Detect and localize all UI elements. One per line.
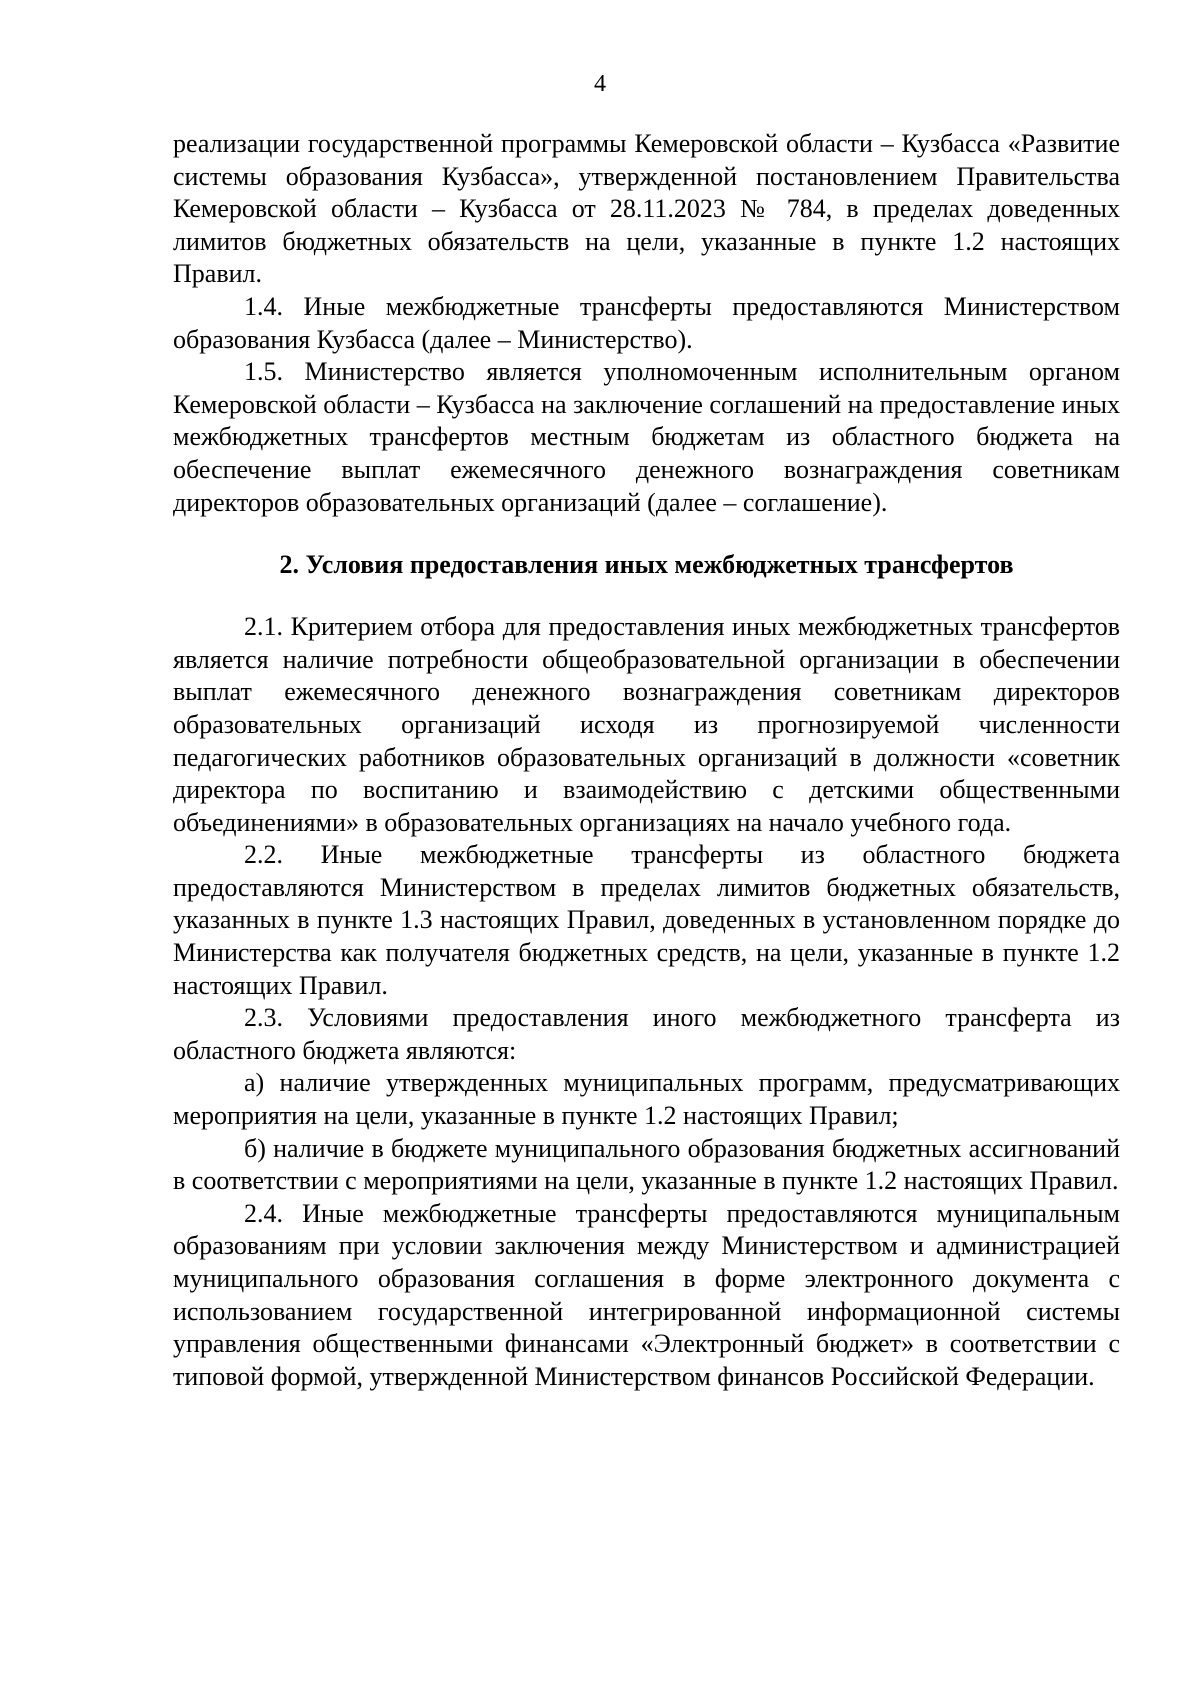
section-heading: 2. Условия предоставления иных межбюджетных трансфертов xyxy=(279,550,1014,580)
document-body xyxy=(173,128,1120,1393)
spacer xyxy=(173,581,1120,611)
paragraph-2-3-b: б) наличие в бюджете муниципального образования бюджетных ассигнований в соответствии с мероприятиями на цели, указанные в пункте 1.2 настоящих Правил. xyxy=(173,1133,1120,1196)
paragraph-continuation: реализации государственной программы Кемеровской области – Кузбасса «Развитие системы образования Кузбасса», утвержденной постановлением Правительства Кемеровской области – Кузбасса от 28.11.2023 № 784, в пределах доведенных лимитов бюджетных обязательств на цели, указанные в пункте 1.2 настоящих Правил. xyxy=(173,129,1120,289)
paragraph-2-2: 2.2. Иные межбюджетные трансферты из областного бюджета предоставляются Министерством в пределах лимитов бюджетных обязательств, указанных в пункте 1.3 настоящих Правил, доведенных в установленном порядке до Министерства как получателя бюджетных средств, на цели, указанные в пункте 1.2 настоящих Правил. xyxy=(173,840,1120,1000)
paragraph-2-3-a: а) наличие утвержденных муниципальных программ, предусматривающих мероприятия на цели, указанные в пункте 1.2 настоящих Правил; xyxy=(173,1068,1120,1131)
paragraph-2-4: 2.4. Иные межбюджетные трансферты предоставляются муниципальным образованиям при условии заключения между Министерством и администрацией муниципального образования соглашения в форме электронного документа с использованием государственной интегрированной информационной системы управления общественными финансами «Электронный бюджет» в соответствии с типовой формой, утвержденной Министерством финансов Российской Федерации. xyxy=(173,1198,1120,1391)
spacer xyxy=(173,519,1120,549)
paragraph-1-5: 1.5. Министерство является уполномоченным исполнительным органом Кемеровской области – Кузбасса на заключение соглашений на предоставление иных межбюджетных трансфертов местным бюджетам из областного бюджета на обеспечение выплат ежемесячного денежного вознаграждения советникам директоров образовательных организаций (далее – соглашение). xyxy=(173,357,1120,517)
paragraph-2-3: 2.3. Условиями предоставления иного межбюджетного трансферта из областного бюджета являются: xyxy=(173,1003,1120,1065)
page-number: 4 xyxy=(594,71,606,97)
paragraph-1-4: 1.4. Иные межбюджетные трансферты предоставляются Министерством образования Кузбасса (далее – Министерство). xyxy=(173,291,1120,354)
paragraph-2-1: 2.1. Критерием отбора для предоставления иных межбюджетных трансфертов является наличие потребности общеобразовательной организации в обеспечении выплат ежемесячного денежного вознаграждения советникам директоров образовательных организаций исходя из прогнозируемой численности педагогических работников образовательных организаций в должности «советник директора по воспитанию и взаимодействию с детскими общественными объединениями» в образовательных организациях на начало учебного года. xyxy=(173,612,1120,837)
